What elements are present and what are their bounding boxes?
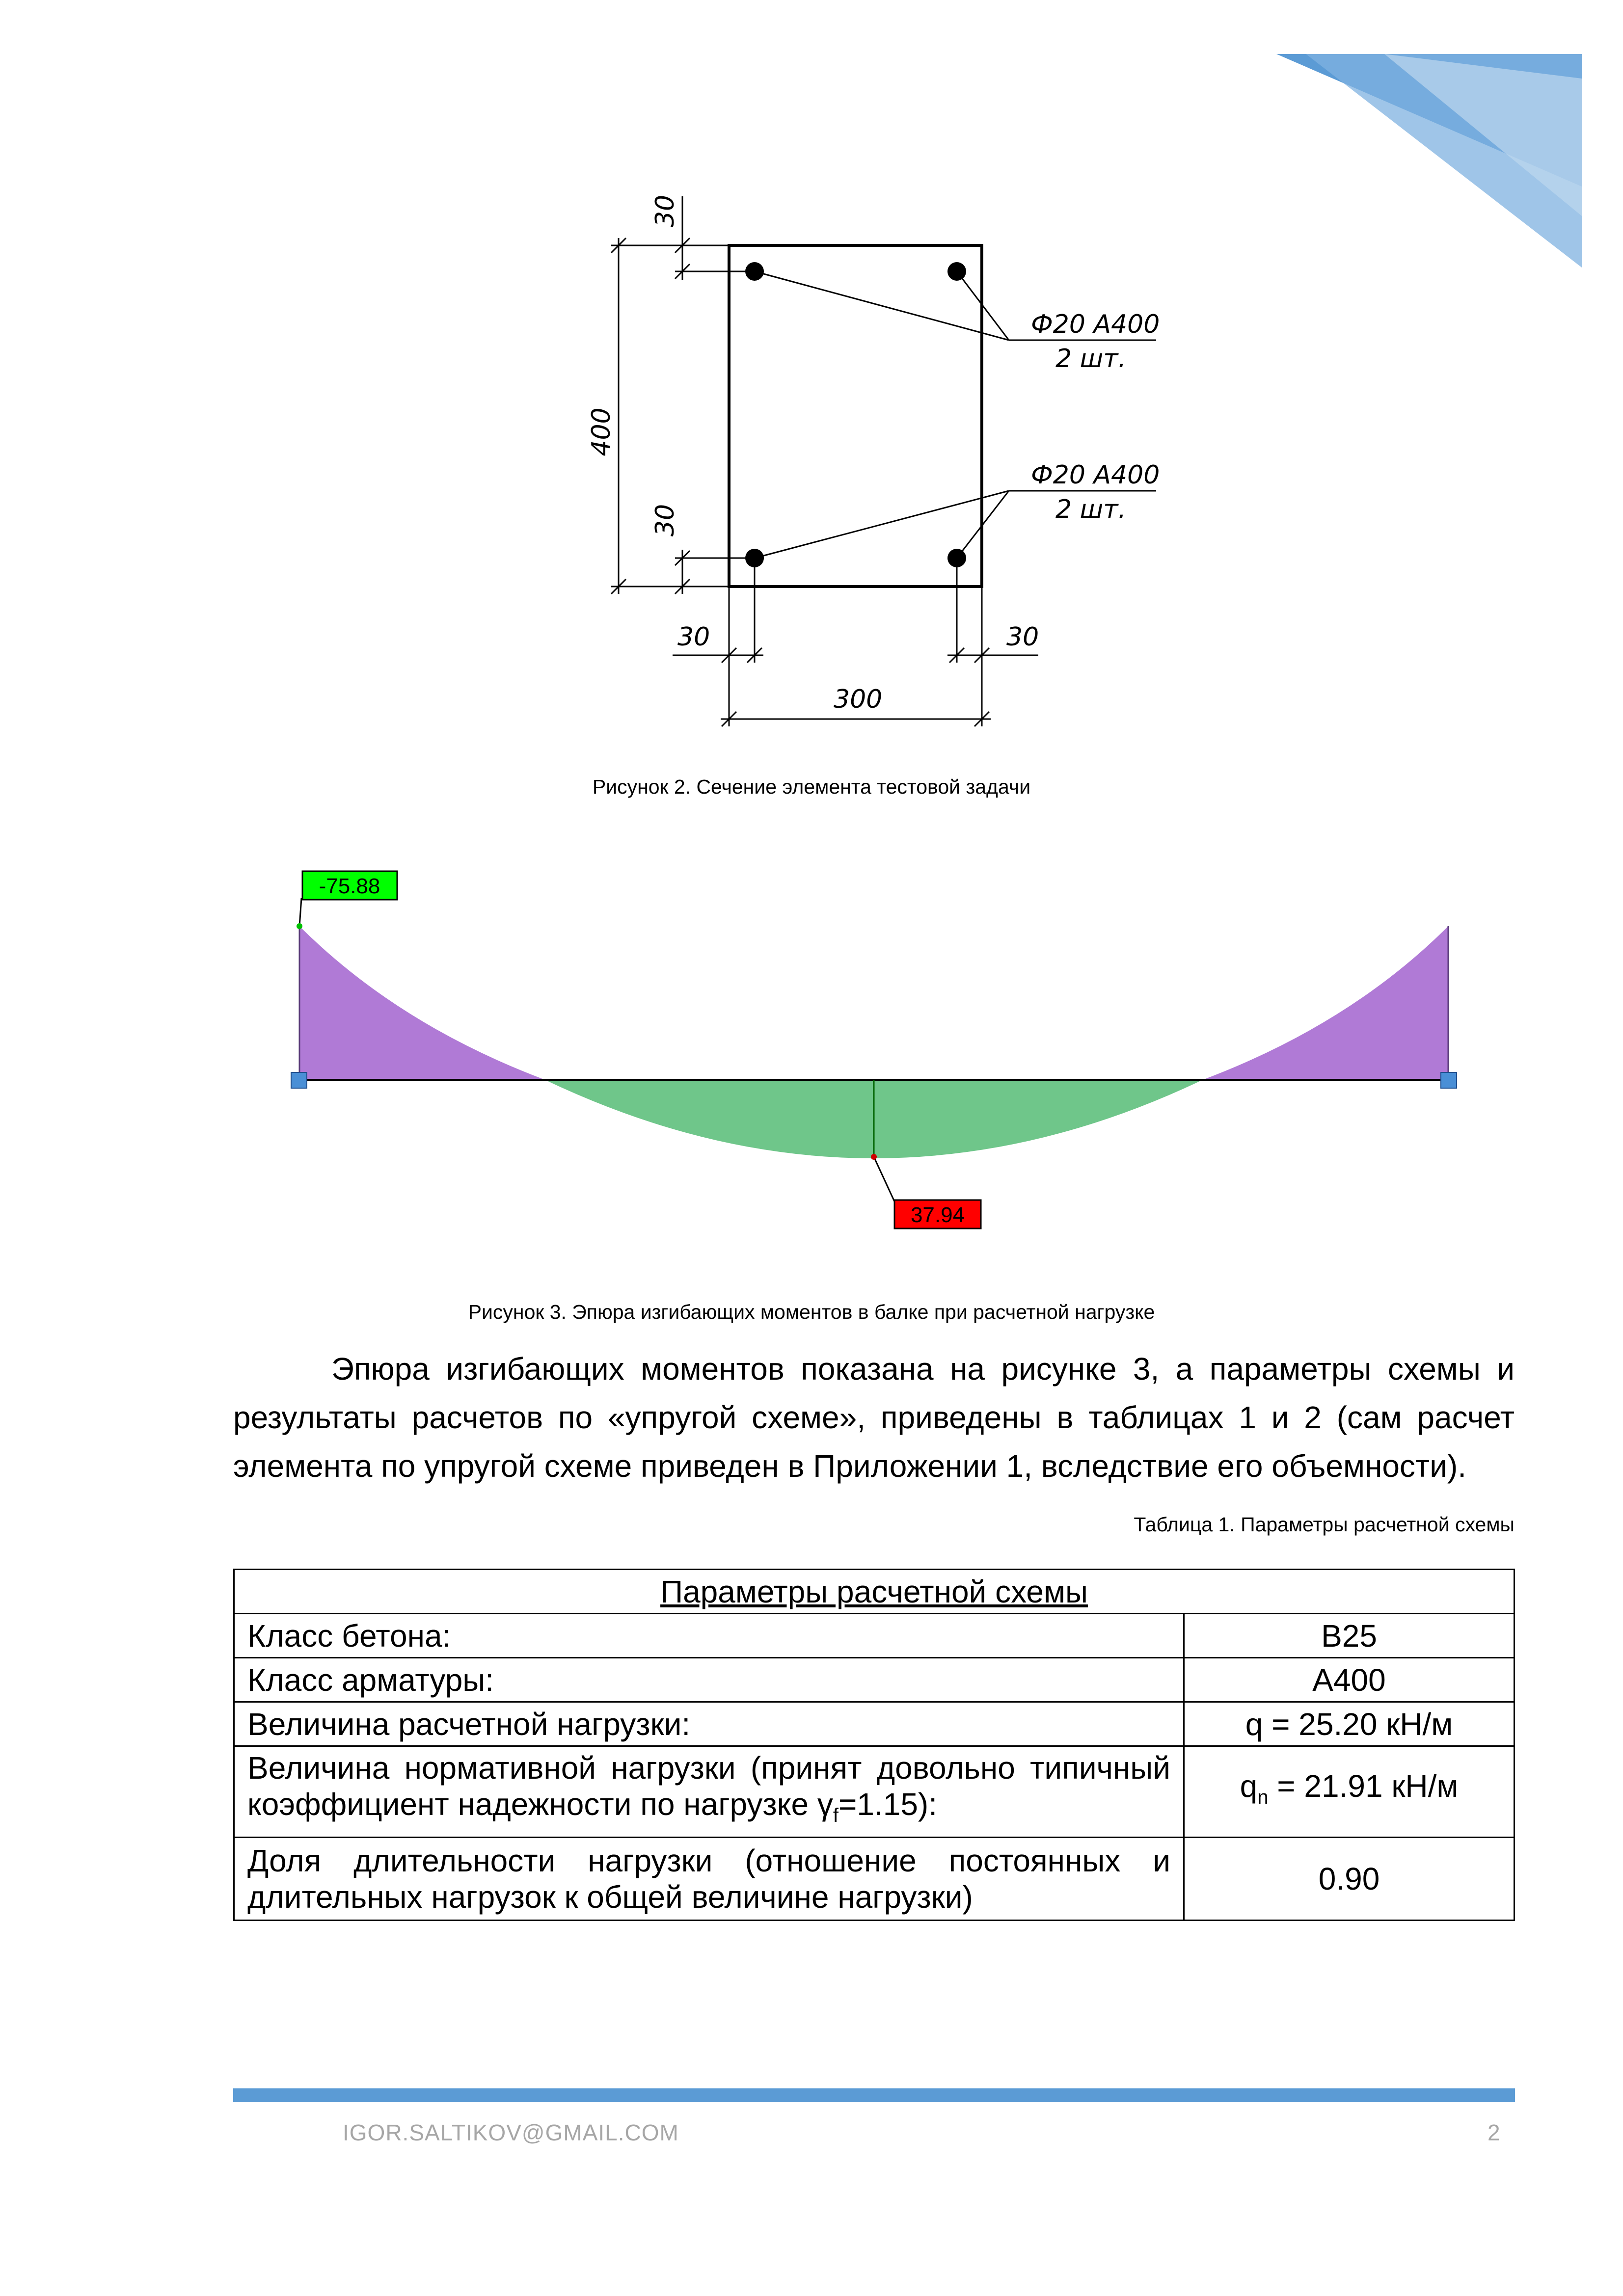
rebar-bottom-count: 2 шт.	[1055, 495, 1127, 524]
table-header: Параметры расчетной схемы	[234, 1570, 1515, 1614]
dim-left-cover: 30	[677, 622, 710, 652]
parameters-table	[233, 1569, 1515, 1921]
row-value: А400	[1184, 1658, 1515, 1702]
row-value-sub: n	[1257, 1786, 1269, 1808]
dim-top-cover: 30	[650, 194, 680, 228]
figure3-caption: Рисунок 3. Эпюра изгибающих моментов в балке при расчетной нагрузке	[468, 1301, 1155, 1323]
section-outline	[729, 245, 982, 587]
footer-email: IGOR.SALTIKOV@GMAIL.COM	[343, 2120, 679, 2145]
table-row	[234, 1837, 1515, 1920]
figure2-caption: Рисунок 2. Сечение элемента тестовой задачи	[592, 775, 1031, 798]
support-moment-label: -75.88	[319, 874, 380, 898]
table-row	[234, 1614, 1515, 1658]
footer-accent-bar	[233, 2088, 1515, 2102]
span-moment-label: 37.94	[910, 1203, 965, 1227]
rebar-top-count: 2 шт.	[1055, 344, 1127, 374]
dim-right-cover: 30	[1006, 622, 1039, 652]
negative-moment-left	[299, 926, 545, 1080]
page-number: 2	[1488, 2120, 1500, 2145]
table1-caption: Таблица 1. Параметры расчетной схемы	[1134, 1513, 1515, 1536]
table-row	[234, 1658, 1515, 1702]
support-left	[291, 1072, 307, 1088]
negative-moment-right	[1203, 926, 1448, 1080]
row-value: 0.90	[1184, 1837, 1515, 1920]
dim-bottom-cover: 30	[650, 504, 680, 537]
row-label-text-end: =1.15):	[838, 1787, 937, 1822]
dim-width: 300	[834, 685, 883, 714]
moment-diagram	[270, 854, 1473, 1247]
dim-height: 400	[587, 407, 616, 456]
body-paragraph	[233, 1345, 1515, 1491]
rebar-top-spec: Ф20 А400	[1031, 310, 1160, 339]
rebar-bottom-spec: Ф20 А400	[1031, 460, 1160, 490]
row-label: Класс бетона:	[234, 1614, 1184, 1658]
row-label: Класс арматуры:	[234, 1658, 1184, 1702]
row-label: Доля длительности нагрузки (отношение постоянных и длительных нагрузок к общей величине нагрузки)	[234, 1837, 1184, 1920]
row-value: q = 25.20 кН/м	[1184, 1702, 1515, 1746]
row-value-symbol: q	[1240, 1768, 1258, 1804]
row-label-sub: f	[833, 1804, 839, 1826]
row-value	[1184, 1746, 1515, 1838]
support-right	[1441, 1072, 1457, 1088]
row-label-text: Величина нормативной нагрузки (принят довольно типичный коэффициент надежности по нагрузке γ	[247, 1750, 1170, 1822]
row-label: Величина расчетной нагрузки:	[234, 1702, 1184, 1746]
table-header-row	[234, 1570, 1515, 1614]
row-label	[234, 1746, 1184, 1838]
cross-section-drawing	[565, 177, 1203, 741]
row-value: В25	[1184, 1614, 1515, 1658]
table-row	[234, 1746, 1515, 1838]
table-row	[234, 1702, 1515, 1746]
row-value-text: = 21.91 кН/м	[1268, 1768, 1459, 1804]
body-paragraph-text: Эпюра изгибающих моментов показана на рисунке 3, а параметры схемы и результаты расчетов по «упругой схеме», приведены в таблицах 1 и 2 (сам расчет элемента по упругой схеме приведен в Приложении 1, вследствие его объемности).	[233, 1351, 1515, 1484]
